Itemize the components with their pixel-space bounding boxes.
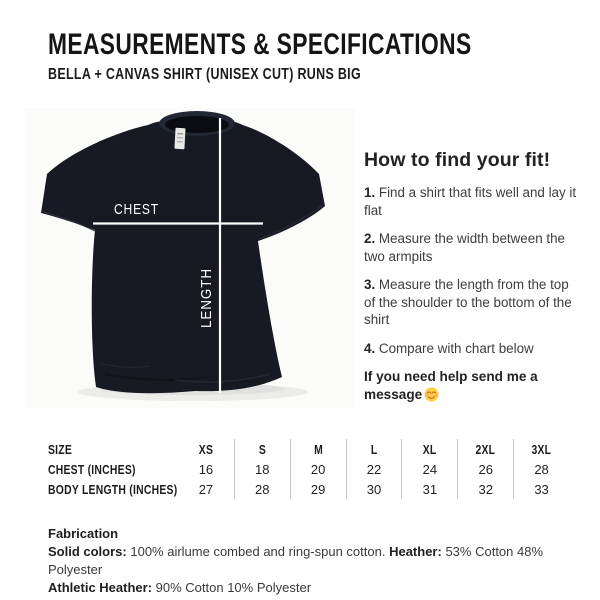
chest-value: 20 — [290, 459, 346, 479]
chest-label: CHEST — [114, 202, 159, 218]
fabrication-line-1 — [48, 543, 593, 579]
body-length-row-label: BODY LENGTH (INCHES) — [48, 481, 178, 497]
fabrication-heading: Fabrication — [48, 526, 119, 541]
fit-guide — [364, 148, 580, 417]
step-number: 4. — [364, 340, 376, 356]
size-column-header: XL — [401, 439, 457, 459]
solid-colors-value: 100% airlume combed and ring-spun cotton. — [130, 544, 386, 559]
chest-value: 22 — [346, 459, 402, 479]
fabrication-section — [48, 525, 593, 597]
body-length-value: 32 — [457, 479, 513, 499]
size-column-header: 3XL — [513, 439, 569, 459]
body-length-value: 29 — [290, 479, 346, 499]
fit-step-2 — [364, 230, 580, 265]
size-chart-corner-header: SIZE — [48, 441, 73, 457]
solid-colors-label: Solid colors: — [48, 544, 127, 559]
heather-label: Heather: — [389, 544, 442, 559]
body-length-value: 28 — [234, 479, 290, 499]
help-note — [364, 368, 580, 406]
size-column-header: XS — [198, 441, 214, 457]
athletic-heather-label: Athletic Heather: — [48, 580, 153, 595]
size-column-header: 2XL — [457, 439, 513, 459]
size-column-header: M — [290, 439, 346, 459]
chest-value: 24 — [401, 459, 457, 479]
length-label: LENGTH — [199, 263, 215, 328]
step-number: 1. — [364, 185, 376, 200]
chest-value: 16 — [198, 461, 214, 477]
page-subtitle: BELLA + CANVAS SHIRT (UNISEX CUT) RUNS BIG — [48, 66, 361, 83]
chest-value: 26 — [457, 459, 513, 479]
fit-step-4 — [364, 340, 580, 358]
step-number: 3. — [364, 277, 376, 292]
tshirt-photo — [25, 108, 355, 408]
size-chart-table — [48, 439, 569, 499]
chest-row-label: CHEST (INCHES) — [48, 461, 136, 477]
help-note-text: If you need help send me a message — [364, 369, 538, 402]
page-title: MEASUREMENTS & SPECIFICATIONS — [48, 28, 472, 61]
fabrication-line-2 — [48, 579, 593, 597]
body-length-value: 33 — [513, 479, 569, 499]
fit-step-1 — [364, 184, 580, 219]
step-text: Measure the length from the top of the shoulder to the bottom of the shirt — [364, 277, 572, 327]
fit-guide-heading: How to find your fit! — [364, 149, 551, 171]
chest-value: 18 — [234, 459, 290, 479]
step-text: Measure the width between the two armpits — [364, 231, 565, 264]
chest-value: 28 — [513, 459, 569, 479]
body-length-value: 31 — [401, 479, 457, 499]
body-length-value: 27 — [198, 481, 214, 497]
step-text: Compare with chart below — [375, 340, 534, 356]
size-column-header: S — [234, 439, 290, 459]
heather-value: 53% Cotton 48% Polyester — [48, 544, 544, 577]
tshirt-graphic — [25, 108, 355, 408]
fit-step-3 — [364, 276, 580, 329]
smiling-face-emoji-icon — [424, 387, 439, 407]
step-number: 2. — [364, 231, 376, 246]
athletic-heather-value: 90% Cotton 10% Polyester — [155, 580, 312, 595]
step-text: Find a shirt that fits well and lay it flat — [364, 185, 577, 218]
size-column-header: L — [346, 439, 402, 459]
neck-tag — [174, 128, 185, 149]
body-length-value: 30 — [346, 479, 402, 499]
